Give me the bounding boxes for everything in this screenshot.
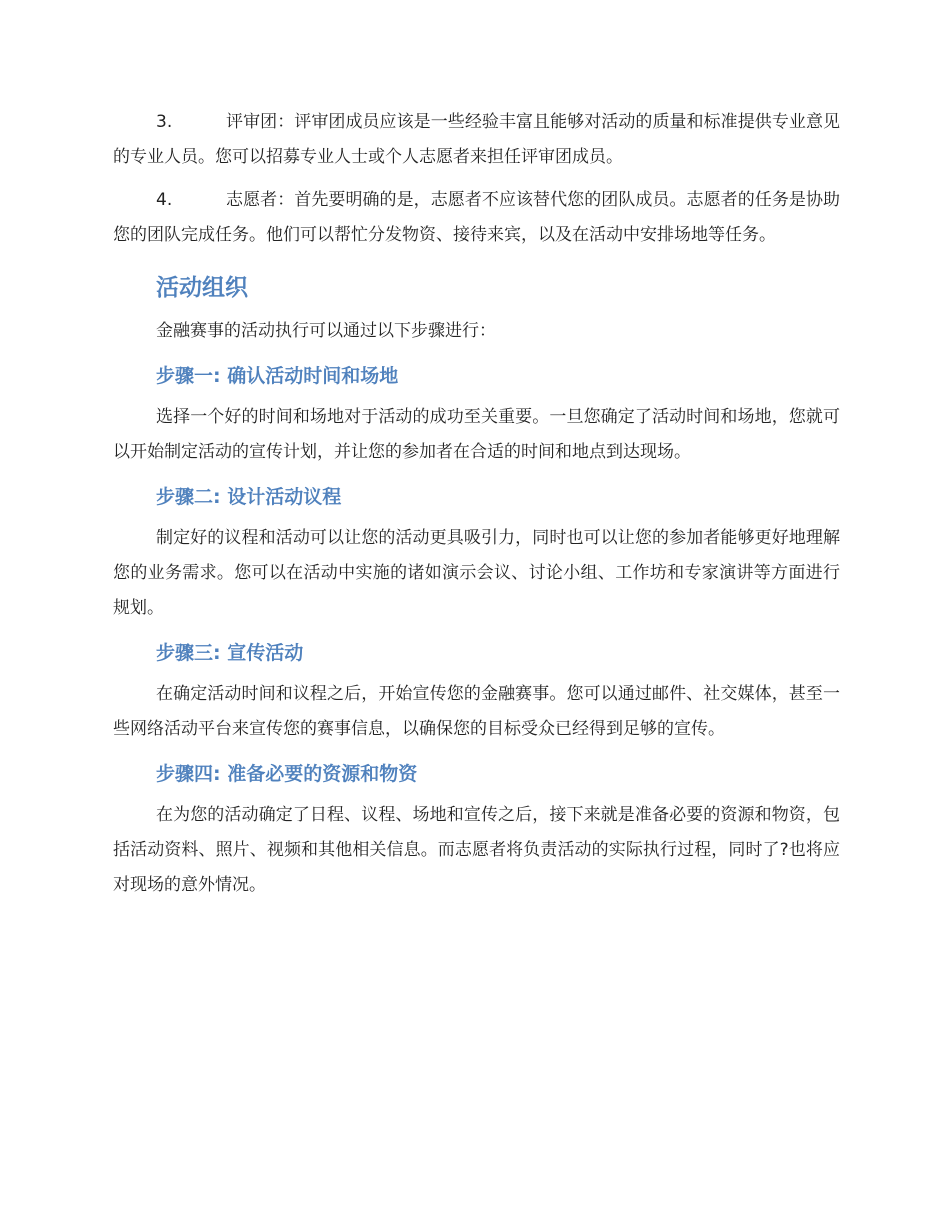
step-3-body: 在确定活动时间和议程之后，开始宣传您的金融赛事。您可以通过邮件、社交媒体，甚至一些网络活动平台来宣传您的赛事信息，以确保您的目标受众已经得到足够的宣传。 bbox=[113, 684, 840, 739]
step-1-body: 选择一个好的时间和场地对于活动的成功至关重要。一旦您确定了活动时间和场地，您就可以开始制定活动的宣传计划，并让您的参加者在合适的时间和地点到达现场。 bbox=[113, 407, 840, 462]
step-2-body: 制定好的议程和活动可以让您的活动更具吸引力，同时也可以让您的参加者能够更好地理解您的业务需求。您可以在活动中实施的诸如演示会议、讨论小组、工作坊和专家演讲等方面进行规划。 bbox=[113, 528, 840, 618]
step-4-body: 在为您的活动确定了日程、议程、场地和宣传之后，接下来就是准备必要的资源和物资，包括活动资料、照片、视频和其他相关信息。而志愿者将负责活动的实际执行过程，同时了?也将应对现场的意外情况。 bbox=[113, 805, 840, 895]
section-intro: 金融赛事的活动执行可以通过以下步骤进行： bbox=[156, 321, 496, 341]
step-3-heading: 步骤三: 宣传活动 bbox=[156, 642, 304, 664]
list-text: 志愿者：首先要明确的是，志愿者不应该替代您的团队成员。志愿者的任务是协助您的团队完成任务。他们可以帮忙分发物资、接待来宾，以及在活动中安排场地等任务。 bbox=[113, 190, 840, 245]
list-number: 4. bbox=[156, 190, 173, 210]
list-text: 评审团：评审团成员应该是一些经验丰富且能够对活动的质量和标准提供专业意见的专业人员。您可以招募专业人士或个人志愿者来担任评审团成员。 bbox=[113, 112, 840, 167]
list-number: 3. bbox=[156, 112, 173, 132]
step-4-heading: 步骤四: 准备必要的资源和物资 bbox=[156, 763, 418, 785]
section-title: 活动组织 bbox=[156, 275, 248, 301]
step-2-heading: 步骤二: 设计活动议程 bbox=[156, 486, 342, 508]
document-content bbox=[113, 105, 840, 909]
list-item-4 bbox=[113, 183, 840, 253]
step-1-heading: 步骤一: 确认活动时间和场地 bbox=[156, 365, 399, 387]
list-item-3 bbox=[113, 105, 840, 175]
